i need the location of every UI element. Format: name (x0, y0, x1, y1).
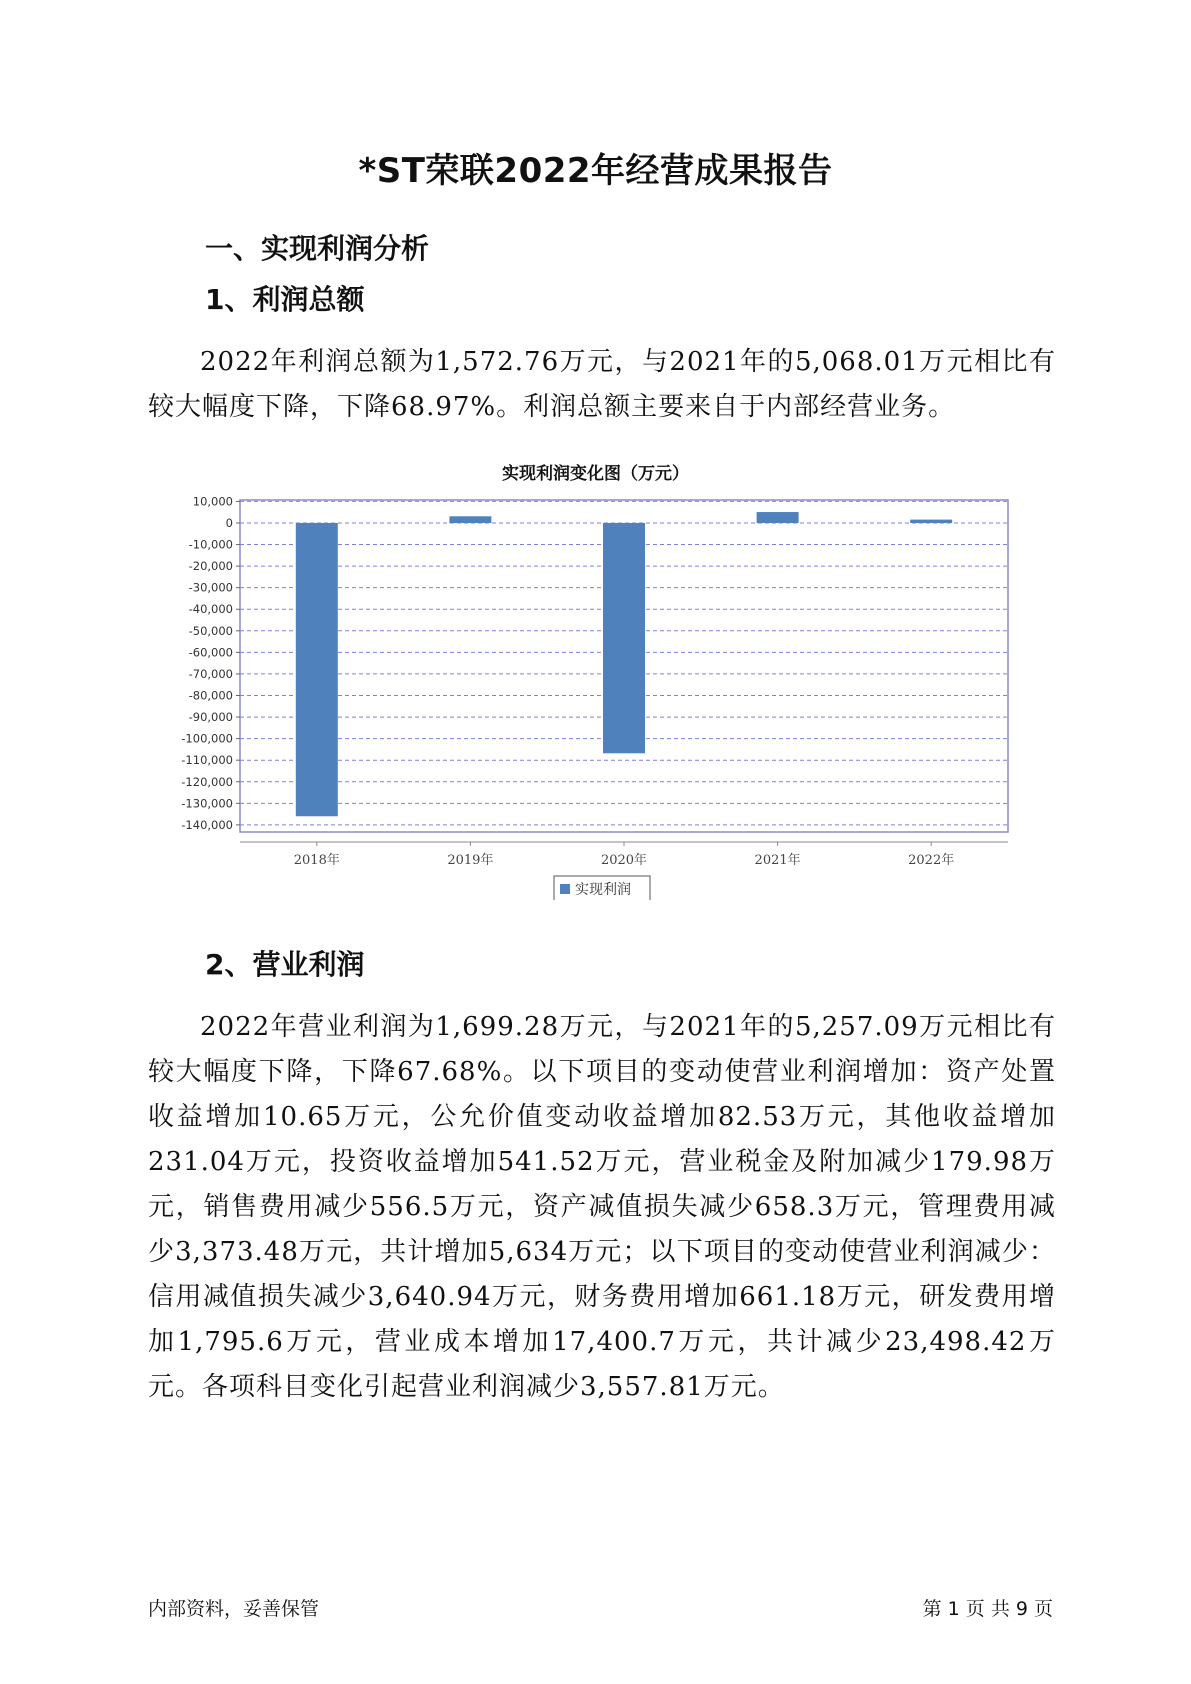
y-tick-label: -140,000 (181, 817, 233, 832)
y-tick-label: -80,000 (188, 688, 233, 703)
y-tick-label: -90,000 (188, 710, 233, 725)
x-tick-label: 2018年 (293, 853, 340, 868)
y-tick-label: -40,000 (188, 602, 233, 617)
subheading-operating-profit: 2、营业利润 (205, 948, 365, 981)
y-tick-label: 10,000 (192, 494, 233, 509)
chart-title: 实现利润变化图（万元） (502, 464, 689, 484)
total-profit-paragraph: 2022年利润总额为1,572.76万元，与2021年的5,068.01万元相比有较大幅度下降，下降68.97%。利润总额主要来自于内部经营业务。 (148, 347, 1056, 422)
bar (296, 523, 338, 816)
footer-confidential-note: 内部资料，妥善保管 (148, 1598, 320, 1620)
operating-profit-paragraph: 2022年营业利润为1,699.28万元，与2021年的5,257.09万元相比有较大幅度下降，下降67.68%。以下项目的变动使营业利润增加：资产处置收益增加10.65万元，公允价值变动收益增加82.53万元，其他收益增加231.04万元，投资收益增加541.52万元，营业税金及附加减少179.98万元，销售费用减少556.5万元，资产减值损失减少658.3万元，管理费用减少3,373.48万元，共计增加5,634万元；以下项目的变动使营业利润减少：信用减值损失减少3,640.94万元，财务费用增加661.18万元，研发费用增加1,795.6万元，营业成本增加17,400.7万元，共计减少23,498.42万元。各项科目变化引起营业利润减少3,557.81万元。 (148, 1012, 1056, 1402)
y-tick-label: -10,000 (188, 537, 233, 552)
report-title: *ST荣联2022年经营成果报告 (358, 151, 833, 191)
bar (449, 516, 491, 523)
y-tick-label: -110,000 (181, 753, 233, 768)
footer-page-number: 第 1 页 共 9 页 (922, 1598, 1053, 1620)
x-tick-label: 2019年 (447, 853, 494, 868)
y-tick-label: -120,000 (181, 774, 233, 789)
y-tick-label: -50,000 (188, 623, 233, 638)
bar (910, 520, 952, 523)
bar (757, 512, 799, 523)
legend-swatch (560, 884, 570, 894)
y-tick-label: -20,000 (188, 559, 233, 574)
y-tick-label: -100,000 (181, 731, 233, 746)
legend-label: 实现利润 (575, 882, 631, 898)
section-heading-profit-analysis: 一、实现利润分析 (205, 232, 430, 265)
y-tick-label: -130,000 (181, 796, 233, 811)
y-tick-label: -30,000 (188, 580, 233, 595)
y-tick-label: -60,000 (188, 645, 233, 660)
subheading-total-profit: 1、利润总额 (205, 283, 365, 316)
x-tick-label: 2022年 (908, 853, 955, 868)
bar (603, 523, 645, 753)
y-tick-label: -70,000 (188, 666, 233, 681)
x-tick-label: 2020年 (600, 853, 648, 868)
y-tick-label: 0 (225, 515, 233, 530)
x-tick-label: 2021年 (754, 853, 801, 868)
